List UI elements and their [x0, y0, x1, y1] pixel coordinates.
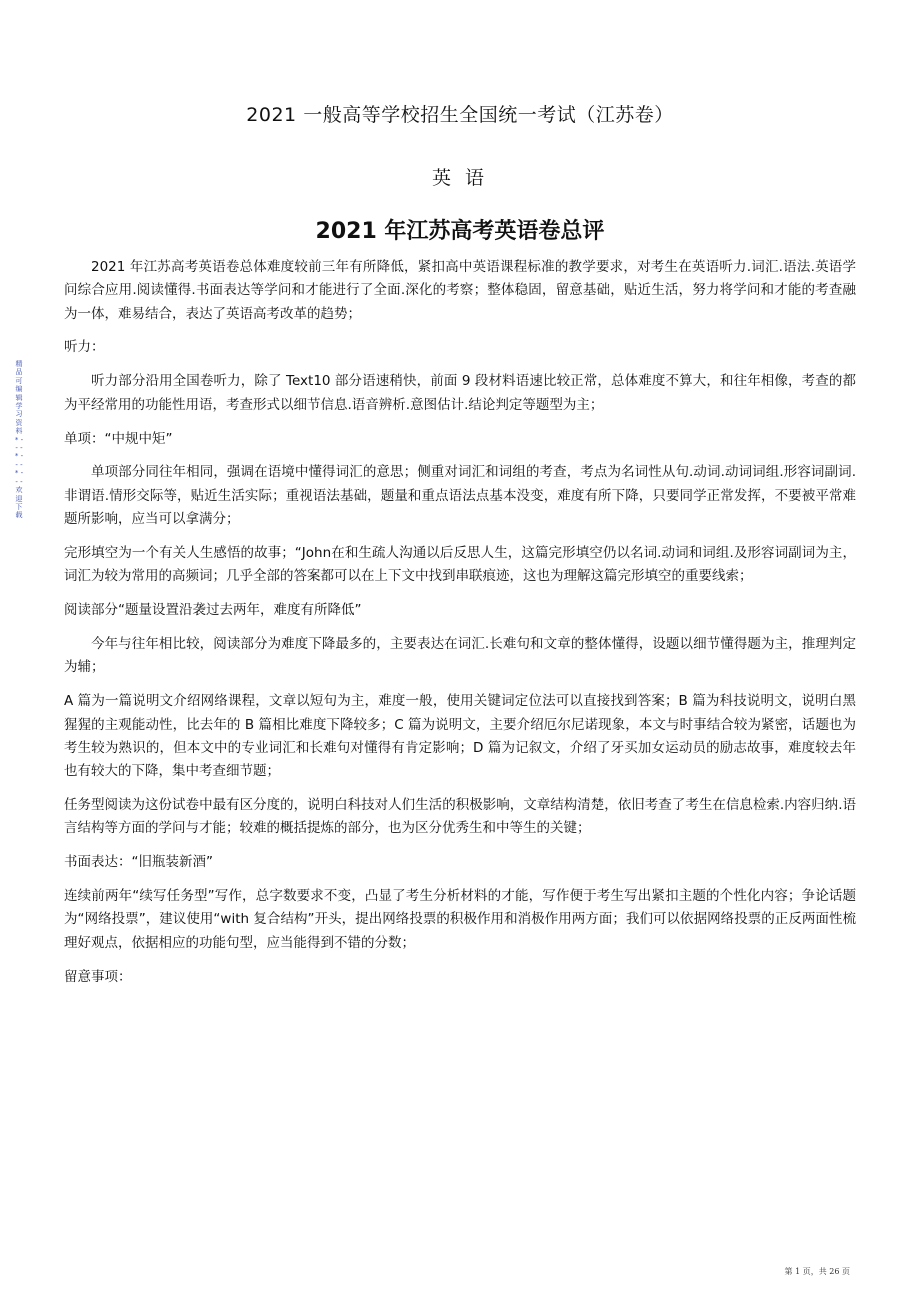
cloze-paragraph: 完形填空为一个有关人生感悟的故事；“John在和生疏人沟通以后反思人生，这篇完形填空仍以名词.动词和词组.及形容词副词为主，词汇为较为常用的高频词；几乎全部的答案都可以在上下文中找到串联痕迹，这也为理解这篇完形填空的重要线索； — [64, 544, 856, 585]
document-body — [64, 256, 856, 999]
exam-title: 2021 一般高等学校招生全国统一考试（江苏卷） — [246, 104, 674, 126]
reading-overview-paragraph: 今年与往年相比较，阅读部分为难度下降最多的，主要表达在词汇.长难句和文章的整体懂得，设题以细节懂得题为主，推理判定为辅； — [64, 636, 856, 676]
section-heading-writing: 书面表达：“旧瓶装新酒” — [64, 854, 213, 871]
section-heading-single-choice: 单项：“中规中矩” — [64, 430, 173, 447]
reading-passages-paragraph: A 篇为一篇说明文介绍网络课程，文章以短句为主，难度一般，使用关键词定位法可以直接找到答案；B 篇为科技说明文，说明白黑猩猩的主观能动性，比去年的 B 篇相比难度下降较多；C 篇为说明文，主要介绍厄尔尼诺现象，本文与时事结合较为紧密，话题也为考生较为熟识的，但本文中的专业词汇和长难句对懂得有肯定影响；D 篇为记叙文，介绍了牙买加女运动员的励志故事，难度较去年也有较大的下降，集中考查细节题； — [64, 693, 856, 780]
section-heading-notes: 留意事项： — [64, 968, 132, 985]
side-watermark: 精品可编辑学习资料 * - - - * - - - * - - - 欢迎下载 — [14, 360, 24, 520]
listening-paragraph: 听力部分沿用全国卷听力，除了 Text10 部分语速稍快，前面 9 段材料语速比较正常，总体难度不算大，和往年相像，考查的都为平经常用的功能性用语，考查形式以细节信息.语音辨析.意图估计.结论判定等题型为主； — [64, 373, 856, 413]
single-choice-paragraph: 单项部分同往年相同，强调在语境中懂得词汇的意思；侧重对词汇和词组的考查，考点为名词性从句.动词.动词词组.形容词副词.非谓语.情形交际等，贴近生活实际；重视语法基础，题量和重点语法点基本没变，难度有所下降，只要同学正常发挥，不要被平常难题所影响，应当可以拿满分； — [64, 464, 856, 528]
review-title: 2021 年江苏高考英语卷总评 — [315, 219, 605, 244]
subject-title: 英 语 — [431, 167, 489, 189]
section-heading-reading: 阅读部分“题量设置沿袭过去两年，难度有所降低” — [64, 602, 362, 619]
intro-paragraph: 2021 年江苏高考英语卷总体难度较前三年有所降低，紧扣高中英语课程标准的教学要求，对考生在英语听力.词汇.语法.英语学问综合应用.阅读懂得.书面表达等学问和才能进行了全面.深化的考察；整体稳固，留意基础，贴近生活，努力将学问和才能的考查融为一体，难易结合，表达了英语高考改革的趋势； — [64, 259, 856, 322]
page-number-footer: 第 1 页，共 26 页 — [784, 1267, 850, 1276]
writing-paragraph: 连续前两年“续写任务型”写作，总字数要求不变，凸显了考生分析材料的才能，写作便于考生写出紧扣主题的个性化内容；争论话题为“网络投票”，建议使用“with 复合结构”开头，提出网络投票的积极作用和消极作用两方面；我们可以依据网络投票的正反两面性梳理好观点，依据相应的功能句型，应当能得到不错的分数； — [64, 888, 856, 951]
task-reading-paragraph: 任务型阅读为这份试卷中最有区分度的，说明白科技对人们生活的积极影响，文章结构清楚，依旧考查了考生在信息检索.内容归纳.语言结构等方面的学问与才能；较难的概括提炼的部分，也为区分优秀生和中等生的关键； — [64, 796, 856, 837]
section-heading-listening: 听力： — [64, 339, 105, 356]
